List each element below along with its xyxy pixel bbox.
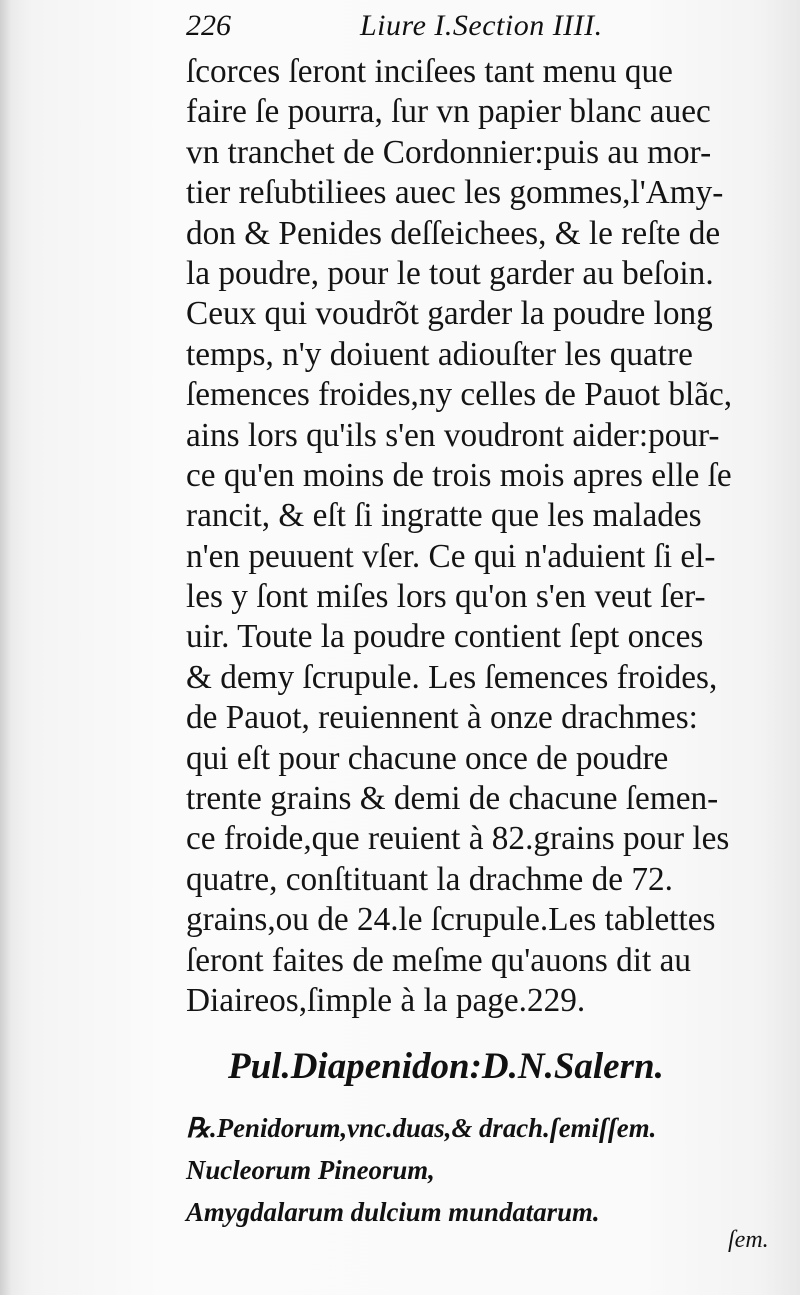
text-line: ſemences froides,ny celles de Pauot blãc, (186, 376, 733, 414)
page-gutter-shadow (0, 0, 12, 1295)
recipe-heading: Pul.Diapenidon:D.N.Salern. (228, 1046, 664, 1087)
text-line: Ceux qui voudrõt garder la poudre long (186, 295, 713, 333)
text-line: la poudre, pour le tout garder au beſoin. (186, 254, 714, 292)
text-line: qui eſt pour chacune once de poudre (186, 739, 669, 777)
text-line: ſeront faites de meſme qu'auons dit au (186, 941, 692, 979)
text-line: don & Penides deſſeichees, & le reſte de (186, 214, 721, 252)
text-line: ce froide,que reuient à 82.grains pour les (186, 820, 730, 858)
text-line: faire ſe pourra, ſur vn papier blanc auec (186, 93, 711, 131)
text-line: temps, n'y doiuent adiouſter les quatre (186, 335, 693, 373)
text-line: ſcorces ſeront inciſees tant menu que (186, 53, 673, 90)
recipe-line: Nucleorum Pineorum, (186, 1155, 435, 1185)
page-number: 226 (186, 9, 231, 42)
running-title: Liure I.Section IIII. (360, 9, 603, 42)
page-header (180, 6, 650, 46)
text-line: tier reſubtiliees auec les gommes,l'Amy- (186, 174, 724, 212)
text-line: uir. Toute la poudre contient ſept onces (186, 618, 704, 656)
text-line: rancit, & eſt ſi ingratte que les malades (186, 497, 702, 535)
text-line: les y ſont miſes lors qu'on s'en veut ſer- (186, 578, 706, 616)
text-line: grains,ou de 24.le ſcrupule.Les tablettes (186, 901, 716, 939)
text-line: & demy ſcrupule. Les ſemences froides, (186, 658, 718, 696)
text-line: n'en peuuent vſer. Ce qui n'aduient ſi el- (186, 537, 716, 575)
recipe-line: ℞.Penidorum,vnc.duas,& drach.ſemiſſem. (186, 1113, 657, 1143)
text-line: quatre, conſtituant la drachme de 72. (186, 860, 673, 898)
catchword: ſem. (728, 1227, 769, 1253)
text-line: vn tranchet de Cordonnier:puis au mor- (186, 133, 712, 171)
text-line: Diaireos,ſimple à la page.229. (186, 981, 586, 1019)
recipe-line: Amygdalarum dulcium mundatarum. (186, 1197, 600, 1227)
recipe-list (186, 1107, 786, 1233)
text-line: ains lors qu'ils s'en voudront aider:pour- (186, 416, 720, 454)
text-line: trente grains & demi de chacune ſemen- (186, 780, 719, 818)
text-line: ce qu'en moins de trois mois apres elle ſe (186, 456, 732, 494)
text-line: de Pauot, reuiennent à onze drachmes: (186, 699, 698, 737)
body-text (186, 52, 786, 1021)
